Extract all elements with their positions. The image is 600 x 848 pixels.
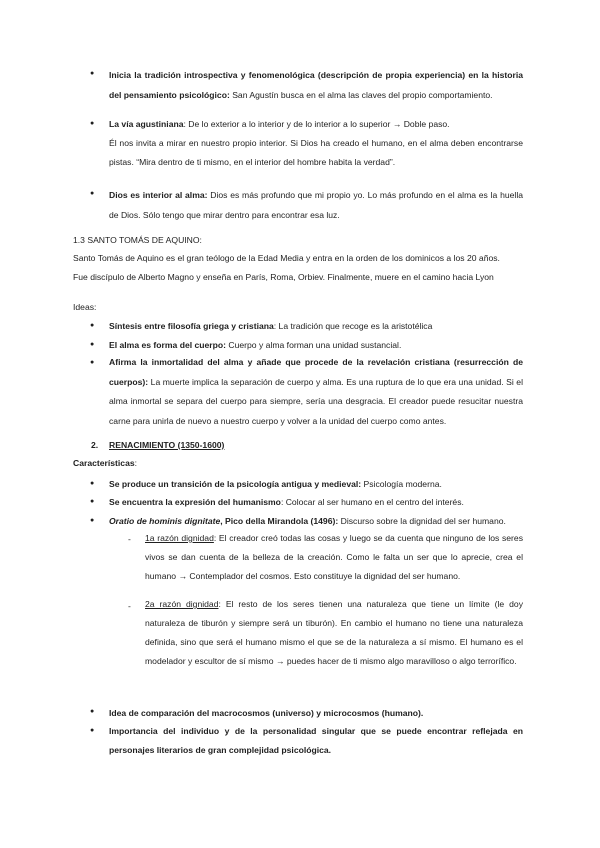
intro-item-3-text: Dios es más profundo que mi propio yo. Lo más profundo en el alma es la huella de Dios. Sólo tengo que mirar dentro para encontrar esa luz. <box>109 190 524 220</box>
sub-item-1-text: : El creador creó todas las cosas y luego se da cuenta que ninguno de los seres vivos se dan cuenta de la belleza de la creación. Como le falta un ser que lo aprecie, crea el humano → Contemplador del cosmos. Esto constituye la dignidad del ser humano. <box>145 533 523 581</box>
intro-item-1 <box>109 65 523 105</box>
idea-item-3-text: La muerte implica la separación de cuerpo y alma. Es una ruptura de lo que era una unidad. Si el alma inmortal se separa del cuerpo para siempre, sería una desgracia. El creador puede resucitar nuestra carne para unirla de nuevo a nuestro cuerpo y volver a la unidad del cuerpo como antes. <box>109 376 523 426</box>
idea-item-2-bold: El alma es forma del cuerpo: <box>109 340 227 350</box>
char-item-3-title: Oratio de hominis dignitate <box>109 516 221 526</box>
characteristics-colon: : <box>134 458 138 468</box>
final-item-2-bold: Importancia del individuo y de la personalidad singular que se puede encontrar reflejada en personajes literarios de gran complejidad psicológica. <box>109 726 523 755</box>
characteristics-label <box>73 458 137 468</box>
char-item-1-bold: Se produce un transición de la psicología antigua y medieval: <box>109 479 362 489</box>
char-item-3 <box>109 512 523 530</box>
char-item-2 <box>109 493 523 511</box>
dash-marker: - <box>128 601 131 611</box>
intro-item-2 <box>109 115 523 172</box>
ideas-label: Ideas: <box>73 302 97 312</box>
char-item-2-text: : Colocar al ser humano en el centro del interés. <box>280 497 464 507</box>
idea-item-3-bold: Afirma la inmortalidad del alma y añade que procede de la revelación cristiana (resurrección de cuerpos): <box>109 357 523 387</box>
section-13-paragraph <box>73 249 525 287</box>
section-13-title: 1.3 SANTO TOMÁS DE AQUINO: <box>73 235 202 245</box>
final-item-2 <box>109 722 523 760</box>
idea-item-2-text: Cuerpo y alma forman una unidad sustancial. <box>226 340 402 350</box>
intro-item-2-text: : De lo exterior a lo interior y de lo interior a lo superior → Doble paso. <box>183 119 450 129</box>
sub-item-2 <box>145 595 523 671</box>
intro-item-3 <box>109 185 523 225</box>
section-2-title: RENACIMIENTO (1350-1600) <box>109 440 225 450</box>
final-item-1 <box>109 703 523 723</box>
characteristics-text: Características <box>73 458 135 468</box>
sub-item-1 <box>145 529 523 586</box>
intro-item-1-text: San Agustín busca en el alma las claves del propio comportamiento. <box>229 90 493 100</box>
char-item-1-text: Psicología moderna. <box>361 479 442 489</box>
section-13-line-2: Fue discípulo de Alberto Magno y enseña en París, Roma, Orbiev. Finalmente, muere en el camino hacia Lyon <box>73 272 494 282</box>
final-item-1-bold: Idea de comparación del macrocosmos (universo) y microcosmos (humano). <box>109 708 424 718</box>
sub-item-2-text: : El resto de los seres tienen una naturaleza que tiene un límite (le doy naturaleza de tiburón y siempre será un tiburón). En cambio el humano no tiene una naturaleza definida, sino que será el humano mismo el que se de la naturaleza a sí mismo. El humano es el modelador y escultor de sí mismo → puedes hacer de ti mismo algo maravilloso o algo terrorífico. <box>145 599 523 666</box>
intro-item-3-bold: Dios es interior al alma: <box>109 190 208 200</box>
char-item-3-bold: , Pico della Mirandola (1496): <box>220 516 339 526</box>
dash-marker: - <box>128 534 131 544</box>
section-13-line-1: Santo Tomás de Aquino es el gran teólogo de la Edad Media y entra en la orden de los dominicos a los 20 años. <box>73 253 500 263</box>
intro-item-1-bold: Inicia la tradición introspectiva y fenomenológica (descripción de propia experiencia) en la historia del pensamiento psicológico: <box>109 70 523 100</box>
intro-item-2-extra: Él nos invita a mirar en nuestro propio interior. Si Dios ha creado el humano, en el alma deben encontrarse pistas. “Mira dentro de ti mismo, en el interior del hombre habita la verdad”. <box>109 138 523 167</box>
char-item-3-text: Discurso sobre la dignidad del ser humano. <box>338 516 506 526</box>
sub-item-2-label: 2a razón dignidad <box>145 599 219 609</box>
idea-item-1 <box>109 317 523 335</box>
intro-item-2-bold: La vía agustiniana <box>109 119 184 129</box>
section-2-number: 2. <box>91 440 99 450</box>
char-item-2-bold: Se encuentra la expresión del humanismo <box>109 497 281 507</box>
idea-item-2 <box>109 336 523 354</box>
idea-item-1-text: : La tradición que recoge es la aristotélica <box>273 321 433 331</box>
char-item-1 <box>109 475 523 493</box>
sub-item-1-label: 1a razón dignidad <box>145 533 214 543</box>
idea-item-1-bold: Síntesis entre filosofía griega y cristiana <box>109 321 274 331</box>
idea-item-3 <box>109 353 523 431</box>
